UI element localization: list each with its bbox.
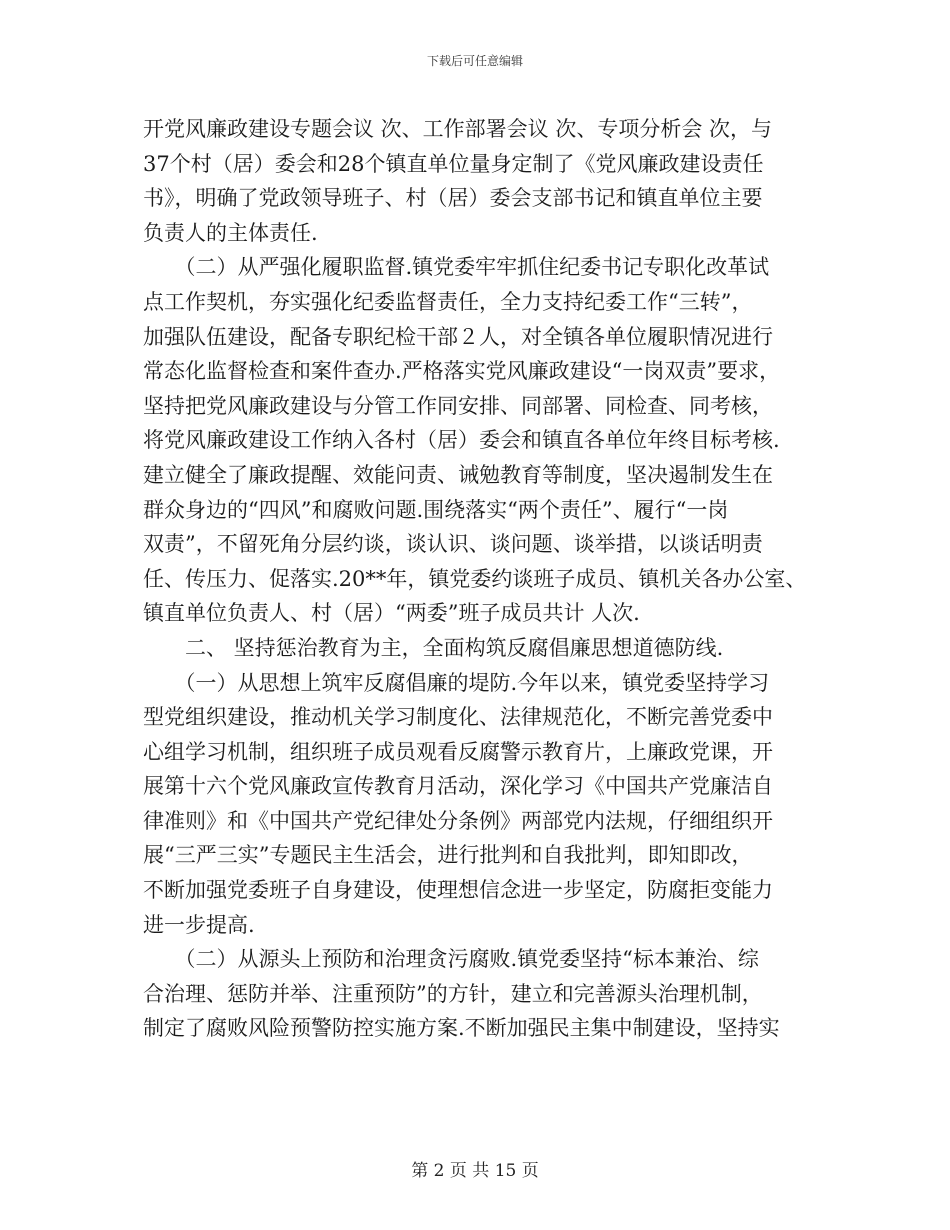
text-line: 坚持把党风廉政建设与分管工作同安排、同部署、同检查、同考核，	[143, 393, 773, 418]
text-line: （一）从思想上筑牢反腐倡廉的堤防.今年以来，镇党委坚持学习	[143, 670, 770, 695]
text-line: 不断加强党委班子自身建设，使理想信念进一步坚定，防腐拒变能力	[143, 878, 773, 903]
text-line: 展“三严三实”专题民主生活会，进行批判和自我批判，即知即改，	[143, 843, 753, 868]
text-line: 律准则》和《中国共产党纪律处分条例》两部党内法规，仔细组织开	[143, 808, 773, 833]
text-line: 展第十六个党风廉政宣传教育月活动，深化学习《中国共产党廉洁自	[143, 774, 773, 799]
text-line: 常态化监督检查和案件查办.严格落实党风廉政建设“一岗双责”要求，	[143, 359, 781, 384]
text-line: 加强队伍建设，配备专职纪检干部２人，对全镇各单位履职情况进行	[143, 324, 773, 349]
text-line: 将党风廉政建设工作纳入各村（居）委会和镇直各单位年终目标考核.	[143, 428, 780, 453]
text-line: 型党组织建设，推动机关学习制度化、法律规范化，不断完善党委中	[143, 705, 773, 730]
text-line: （二）从严强化履职监督.镇党委牢牢抓住纪委书记专职化改革试	[143, 255, 770, 280]
text-line: 37个村（居）委会和28个镇直单位量身定制了《党风廉政建设责任	[143, 151, 764, 176]
text-line: 镇直单位负责人、村（居）“两委”班子成员共计 人次.	[143, 601, 640, 626]
text-line: 合治理、惩防并举、注重预防”的方针，建立和完善源头治理机制，	[143, 981, 763, 1006]
text-line: 负责人的主体责任.	[143, 220, 318, 245]
text-line: 双责”，不留死角分层约谈，谈认识、谈问题、谈举措，以谈话明责	[143, 532, 763, 557]
text-line: （二）从源头上预防和治理贪污腐败.镇党委坚持“标本兼治、综	[143, 947, 759, 972]
text-line: 心组学习机制，组织班子成员观看反腐警示教育片，上廉政党课，开	[143, 739, 773, 764]
text-line: 点工作契机，夯实强化纪委监督责任，全力支持纪委工作“三转”，	[143, 289, 753, 314]
page-number-footer: 第 2 页 共 15 页	[411, 1161, 539, 1181]
page-header-note: 下载后可任意编辑	[426, 54, 523, 68]
text-line: 书》，明确了党政领导班子、村（居）委会支部书记和镇直单位主要	[143, 186, 763, 211]
text-line: 进一步提高.	[143, 912, 255, 937]
document-body	[143, 112, 813, 1046]
section-heading: 二、 坚持惩治教育为主，全面构筑反腐倡廉思想道德防线.	[143, 635, 724, 660]
text-line: 制定了腐败风险预警防控实施方案.不断加强民主集中制建设，坚持实	[143, 1016, 780, 1041]
text-line: 建立健全了廉政提醒、效能问责、诫勉教育等制度，坚决遏制发生在	[143, 462, 773, 487]
text-line: 群众身边的“四风”和腐败问题.围绕落实“两个责任”、履行“一岗	[143, 497, 729, 522]
text-line: 任、传压力、促落实.20**年，镇党委约谈班子成员、镇机关各办公室、	[143, 566, 807, 591]
text-line: 开党风廉政建设专题会议 次、工作部署会议 次、专项分析会 次，与	[143, 117, 773, 141]
